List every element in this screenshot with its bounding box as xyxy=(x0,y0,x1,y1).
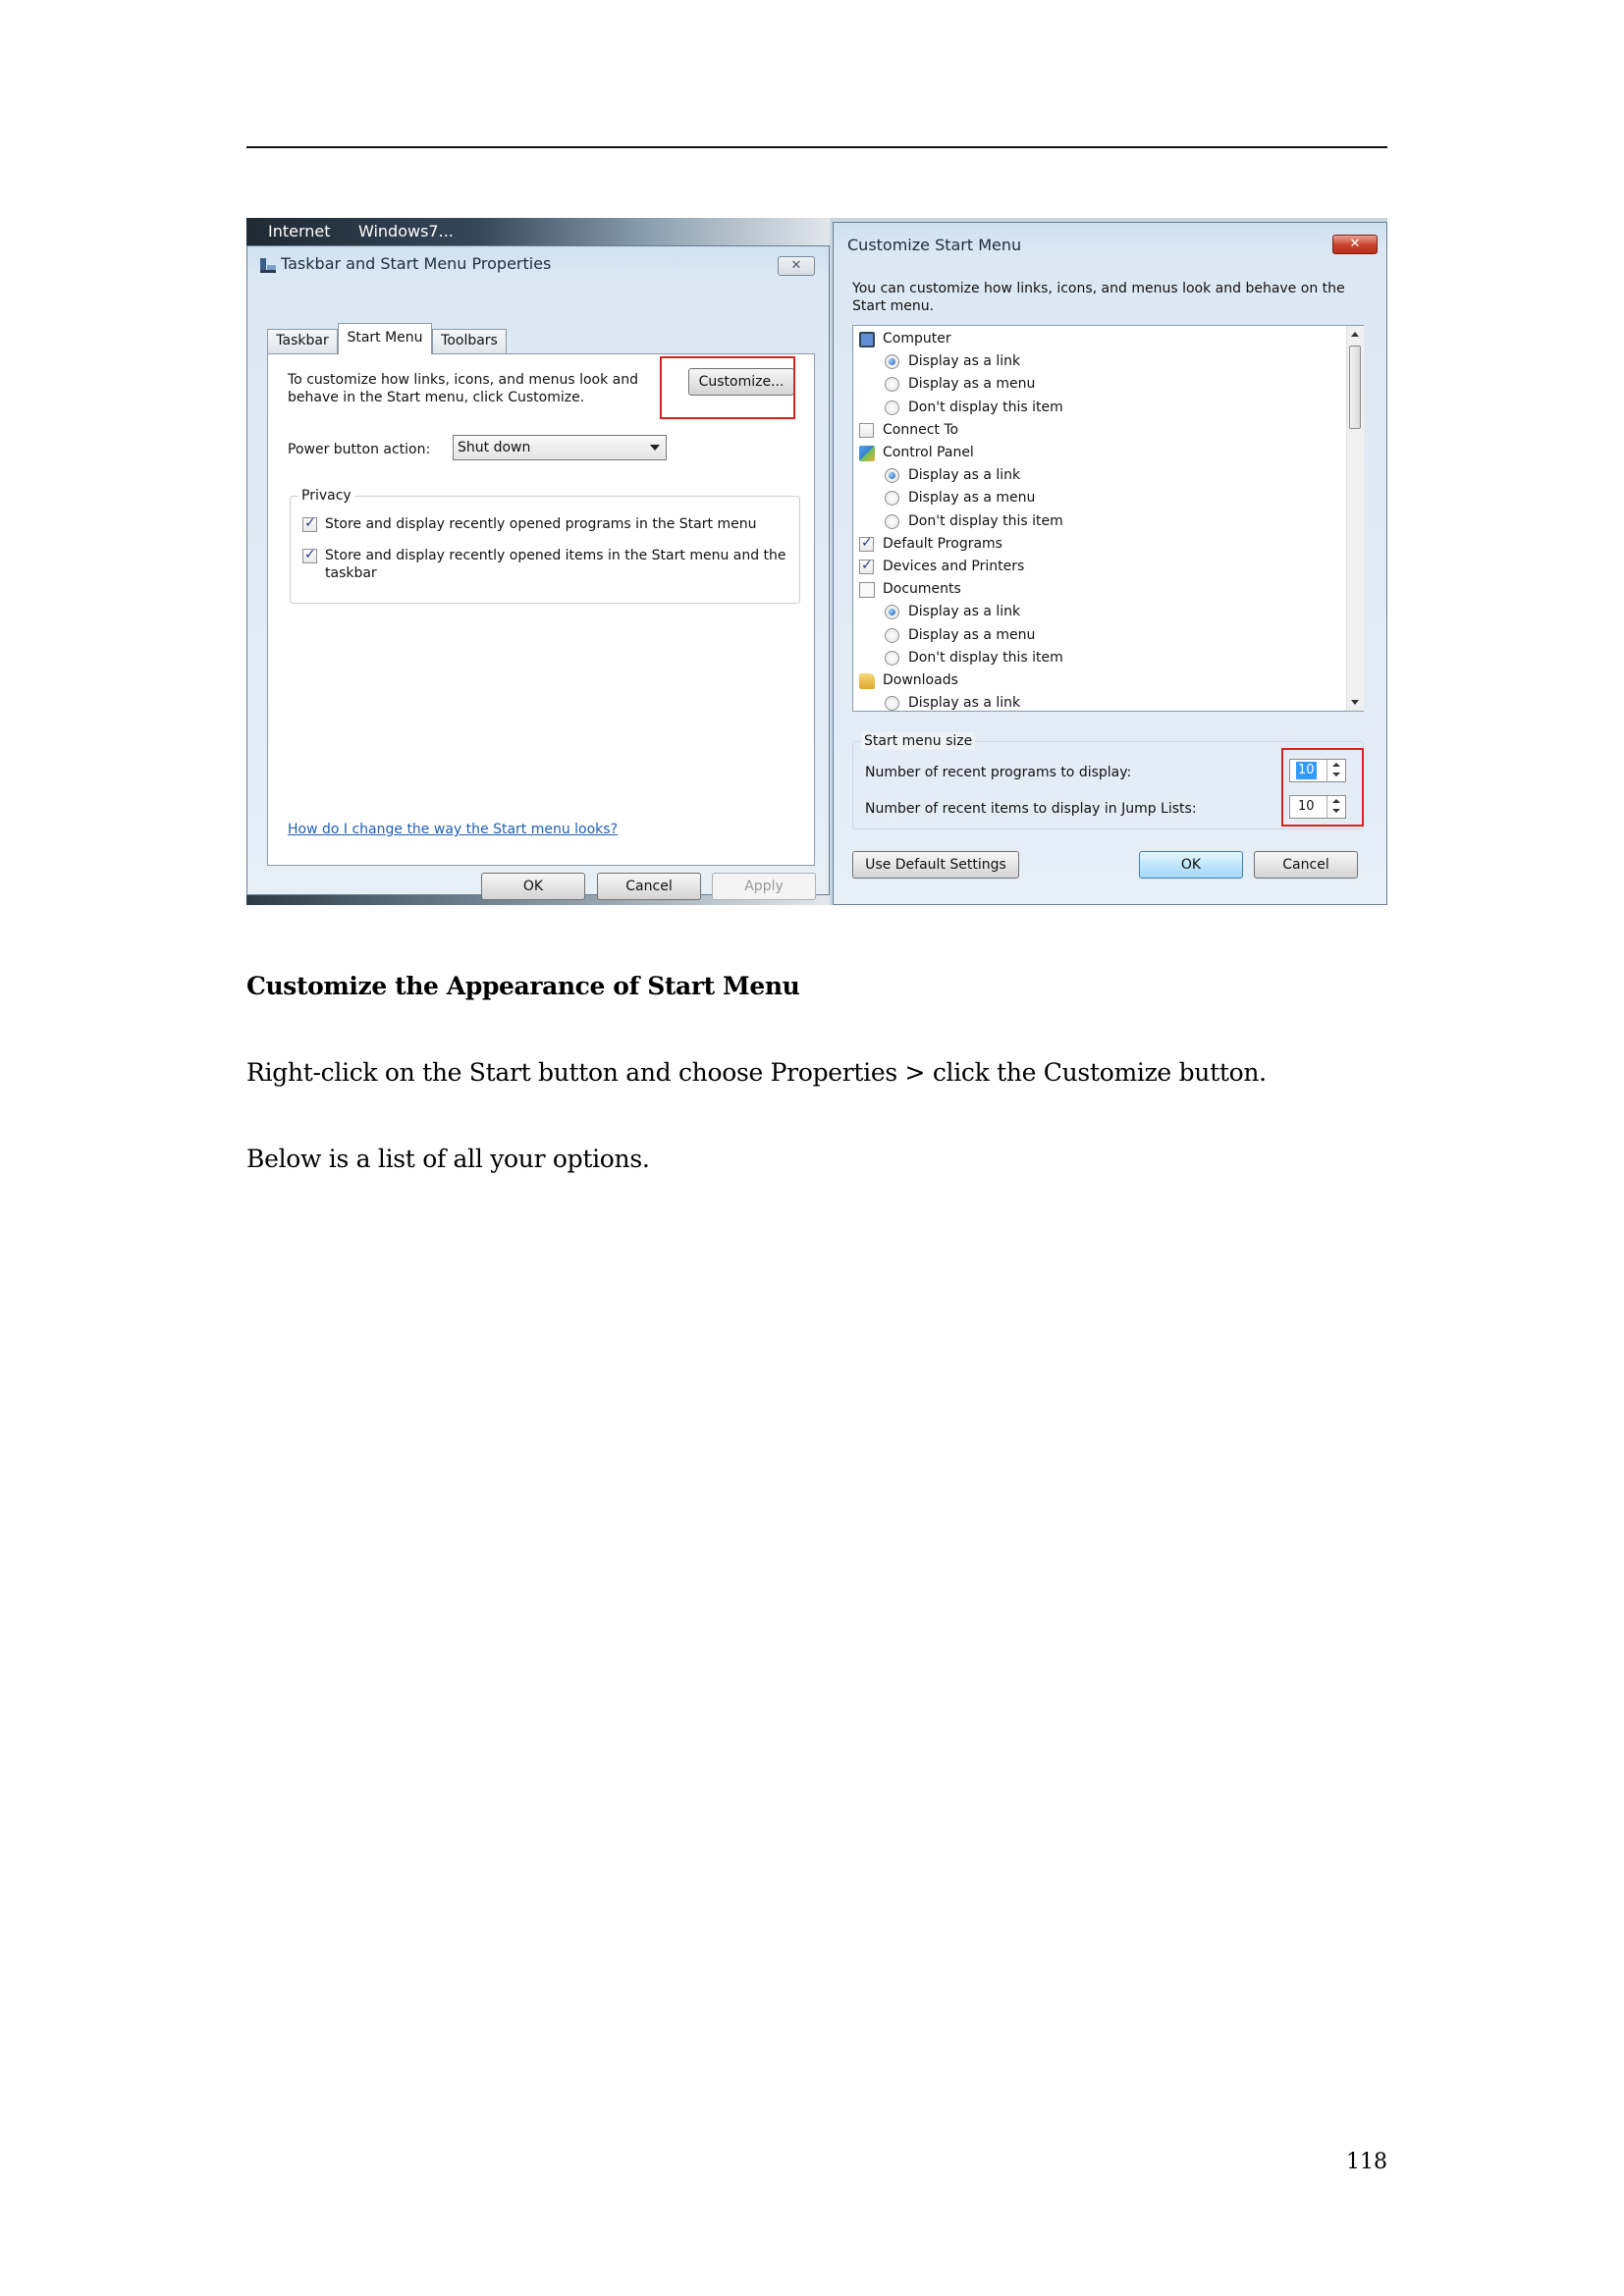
list-item-label: Don't display this item xyxy=(908,512,1063,529)
tab-toolbars[interactable]: Toolbars xyxy=(432,329,507,353)
header-rule xyxy=(246,146,1387,148)
customize-description: You can customize how links, icons, and menus look and behave on the Start menu. xyxy=(852,281,1345,314)
item-radio[interactable] xyxy=(885,605,899,619)
desktop-taskbar xyxy=(246,218,830,245)
privacy-items-label: Store and display recently opened items in the Start menu and the taskbar xyxy=(325,548,786,581)
downloads-icon xyxy=(859,673,875,689)
privacy-programs-label: Store and display recently opened programs in the Start menu xyxy=(325,516,757,532)
list-item-label: Don't display this item xyxy=(908,649,1063,666)
list-item-label: Display as a link xyxy=(908,467,1021,484)
list-item-label: Display as a link xyxy=(908,695,1021,712)
scroll-up-icon[interactable] xyxy=(1351,332,1359,337)
taskbar-dialog-title: Taskbar and Start Menu Properties xyxy=(281,254,552,273)
customize-cancel-button[interactable]: Cancel xyxy=(1254,851,1358,879)
list-item-label: Don't display this item xyxy=(908,399,1063,415)
taskbar-properties-icon xyxy=(259,256,277,274)
documents-icon xyxy=(859,582,875,598)
customize-highlight-box xyxy=(660,356,795,419)
screenshot-figure xyxy=(246,218,1387,905)
power-button-label: Power button action: xyxy=(288,442,431,457)
customize-dialog-close-button[interactable]: ✕ xyxy=(1332,235,1378,254)
items-list-scrollbar[interactable] xyxy=(1346,326,1364,711)
use-default-settings-button[interactable]: Use Default Settings xyxy=(852,851,1019,879)
help-link[interactable]: How do I change the way the Start menu looks? xyxy=(288,822,619,837)
scroll-down-icon[interactable] xyxy=(1351,700,1359,705)
item-radio[interactable] xyxy=(885,354,899,369)
list-item-label: Documents xyxy=(883,581,961,598)
start-menu-size-label: Start menu size xyxy=(861,732,975,750)
start-menu-size-group xyxy=(852,733,1364,829)
taskbar-properties-dialog xyxy=(246,245,830,895)
options-intro-paragraph: Below is a list of all your options. xyxy=(246,1145,650,1173)
desktop-bar-item-internet[interactable]: Internet xyxy=(268,222,331,240)
taskbar-ok-button[interactable]: OK xyxy=(481,873,585,900)
item-radio[interactable] xyxy=(885,628,899,643)
instruction-paragraph: Right-click on the Start button and choose Properties > click the Customize button. xyxy=(246,1058,1267,1087)
stepper-highlight-box xyxy=(1281,748,1364,827)
privacy-group-label: Privacy xyxy=(298,487,354,505)
scroll-thumb[interactable] xyxy=(1349,346,1361,429)
desktop-bar-item-windows[interactable]: Windows7... xyxy=(358,222,454,240)
computer-icon xyxy=(859,332,875,347)
list-item-label: Downloads xyxy=(883,672,958,688)
recent-programs-label: Number of recent programs to display: xyxy=(865,765,1132,780)
customize-start-menu-dialog xyxy=(833,222,1387,905)
taskbar-apply-button[interactable]: Apply xyxy=(712,873,816,900)
list-item-label: Devices and Printers xyxy=(883,559,1025,574)
list-item-label: Display as a menu xyxy=(908,626,1036,643)
item-checkbox[interactable] xyxy=(859,537,874,552)
list-item-label: Control Panel xyxy=(883,445,974,460)
list-item-label: Display as a link xyxy=(908,604,1021,620)
item-radio[interactable] xyxy=(885,651,899,666)
taskbar-cancel-button[interactable]: Cancel xyxy=(597,873,701,900)
taskbar-dialog-close-button[interactable]: ✕ xyxy=(778,256,815,276)
section-heading: Customize the Appearance of Start Menu xyxy=(246,972,800,1000)
recent-items-label: Number of recent items to display in Jump Lists: xyxy=(865,801,1197,817)
tab-start-menu[interactable]: Start Menu xyxy=(338,323,432,354)
customize-button[interactable]: Customize... xyxy=(688,368,794,396)
power-button-select[interactable] xyxy=(453,435,667,460)
item-checkbox[interactable] xyxy=(859,560,874,574)
start-menu-tab-panel xyxy=(267,353,815,866)
list-item-label: Computer xyxy=(883,331,951,347)
recent-items-value: 10 xyxy=(1298,799,1315,814)
item-radio[interactable] xyxy=(885,491,899,506)
chevron-down-icon xyxy=(650,445,660,451)
customize-instructions: To customize how links, icons, and menus look and behave in the Start menu, click Customize. xyxy=(288,372,639,405)
privacy-programs-checkbox[interactable] xyxy=(302,517,317,532)
page-number: 118 xyxy=(1346,2150,1387,2174)
item-radio[interactable] xyxy=(885,377,899,392)
item-radio[interactable] xyxy=(885,696,899,711)
power-button-value: Shut down xyxy=(458,440,531,455)
list-item-label: Connect To xyxy=(883,421,959,438)
list-item-label: Default Programs xyxy=(883,535,1002,552)
control-panel-icon xyxy=(859,446,875,461)
item-radio[interactable] xyxy=(885,468,899,483)
list-item-label: Display as a menu xyxy=(908,376,1036,393)
recent-programs-value: 10 xyxy=(1298,763,1315,777)
customize-ok-button[interactable]: OK xyxy=(1139,851,1243,879)
item-checkbox[interactable] xyxy=(859,423,874,438)
start-menu-items-list xyxy=(852,325,1364,712)
item-radio[interactable] xyxy=(885,400,899,415)
customize-dialog-title: Customize Start Menu xyxy=(847,236,1022,254)
list-item-label: Display as a menu xyxy=(908,490,1036,507)
tab-taskbar[interactable]: Taskbar xyxy=(267,329,338,353)
list-item-label: Display as a link xyxy=(908,353,1021,370)
privacy-items-checkbox[interactable] xyxy=(302,549,317,563)
item-radio[interactable] xyxy=(885,514,899,529)
privacy-group xyxy=(290,488,800,604)
